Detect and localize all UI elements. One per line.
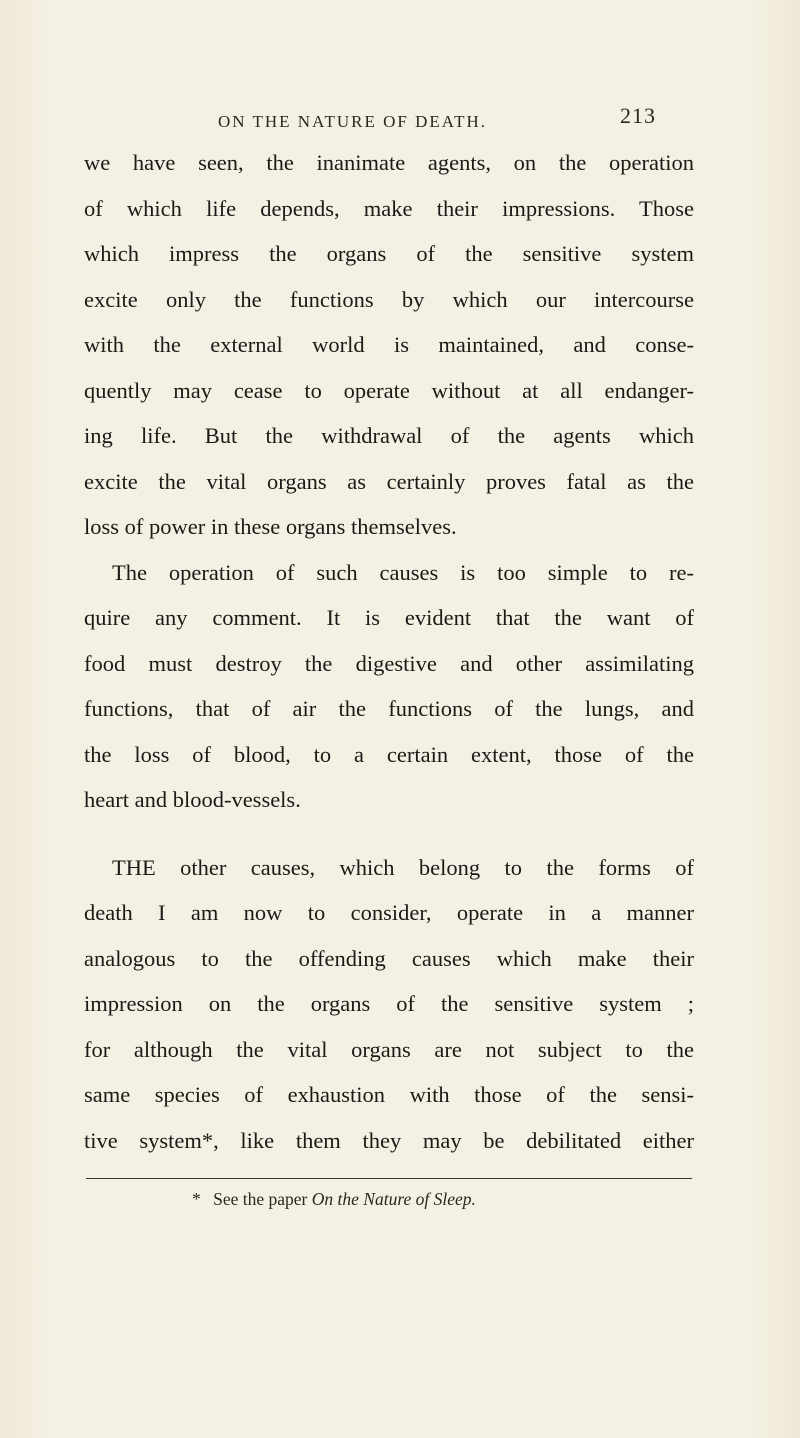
footnote (192, 1189, 476, 1210)
text-line: death I am now to consider, operate in a manner (84, 900, 694, 925)
footnote-rule (86, 1178, 692, 1179)
text-line: impression on the organs of the sensitive system ; (84, 991, 694, 1016)
footnote-title: On the Nature of Sleep. (311, 1189, 476, 1209)
body-text (84, 140, 694, 1163)
text-line: The operation of such causes is too simple to re- (112, 559, 694, 585)
text-line: same species of exhaustion with those of the sensi- (84, 1082, 694, 1107)
paragraph (84, 550, 694, 823)
running-head: ON THE NATURE OF DEATH. (218, 112, 488, 131)
footnote-mark: * (192, 1189, 201, 1209)
text-line: we have seen, the inanimate agents, on the operation (84, 150, 694, 175)
text-line: ing life. But the withdrawal of the agents which (84, 423, 694, 448)
text-line: for although the vital organs are not subject to the (84, 1036, 694, 1062)
paragraph (84, 140, 694, 550)
text-line: tive system*, like them they may be debilitated either (84, 1127, 694, 1153)
text-line: of which life depends, make their impressions. Those (84, 195, 694, 221)
footnote-prefix: See the paper (213, 1189, 308, 1209)
text-line: THE other causes, which belong to the forms of (112, 854, 694, 880)
text-line: heart and blood-vessels. (84, 787, 301, 812)
section-break (84, 823, 694, 845)
text-line: food must destroy the digestive and other assimilating (84, 650, 694, 676)
text-line: quently may cease to operate without at all endanger- (84, 377, 694, 403)
text-line: quire any comment. It is evident that the want of (84, 605, 694, 630)
text-line: which impress the organs of the sensitive system (84, 241, 694, 266)
paragraph (84, 845, 694, 1164)
text-line: analogous to the offending causes which make their (84, 945, 694, 971)
text-line: functions, that of air the functions of the lungs, and (84, 696, 694, 721)
text-line: excite only the functions by which our intercourse (84, 286, 694, 312)
text-line: loss of power in these organs themselves. (84, 514, 457, 539)
text-line: the loss of blood, to a certain extent, those of the (84, 741, 694, 767)
text-line: excite the vital organs as certainly proves fatal as the (84, 468, 694, 494)
text-line: with the external world is maintained, and conse- (84, 332, 694, 357)
page-number: 213 (620, 103, 656, 128)
